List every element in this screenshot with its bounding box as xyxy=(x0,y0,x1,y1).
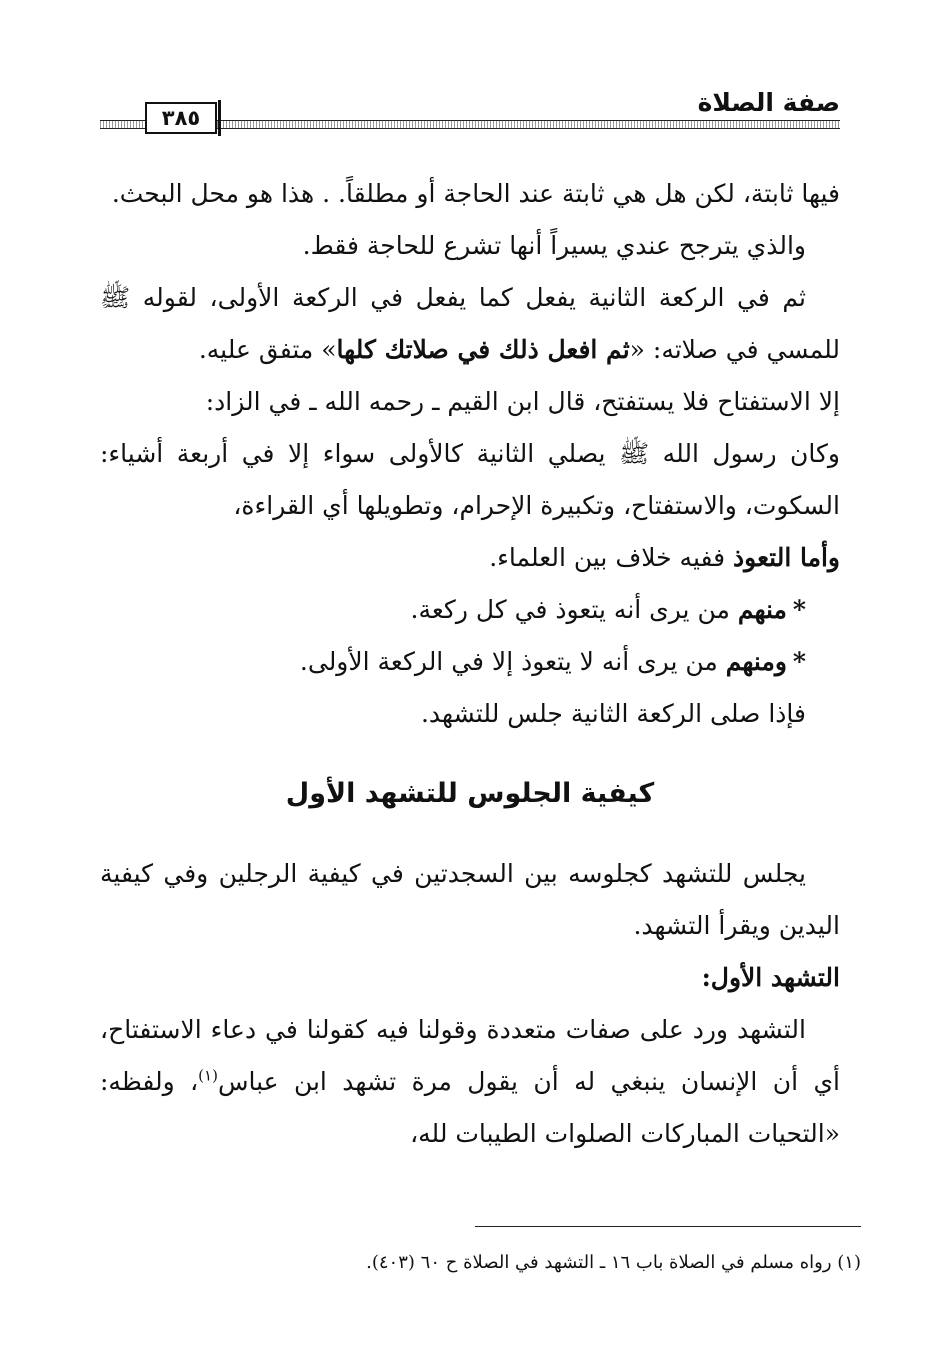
star-icon: * xyxy=(792,647,806,676)
bold-term: ومنهم xyxy=(725,647,787,676)
hadith-quote: ثم افعل ذلك في صلاتك كلها xyxy=(336,335,630,364)
paragraph-text: ففيه خلاف بين العلماء. xyxy=(489,543,734,572)
paragraph: فإذا صلى الركعة الثانية جلس للتشهد. xyxy=(420,699,806,728)
subheading: التشهد الأول: xyxy=(701,963,840,992)
page-header xyxy=(100,84,840,134)
paragraph-text: ، ولفظه: «التحيات المباركات الصلوات الطيبات لله، xyxy=(100,1067,840,1148)
footnote-rule xyxy=(475,1226,861,1227)
paragraph-text: » متفق عليه. xyxy=(198,335,337,364)
paragraph xyxy=(100,532,840,584)
star-icon: * xyxy=(792,595,806,624)
bold-term: منهم xyxy=(737,595,787,624)
paragraph-text: التشهد ورد على صفات متعددة وقولنا فيه كقولنا في دعاء الاستفتاح، أي أن الإنسان ينبغي له أن يقول مرة تشهد ابن عباس xyxy=(100,1015,840,1096)
footnote-marker[interactable]: (١) xyxy=(198,1066,218,1085)
page-number: ٣٨٥ xyxy=(145,102,217,134)
paragraph-hadith xyxy=(100,272,840,376)
book-title: صفة الصلاة xyxy=(692,88,840,118)
footnote: (١) رواه مسلم في الصلاة باب ١٦ ـ التشهد في الصلاة ح ٦٠ (٤٠٣). xyxy=(366,1252,861,1273)
paragraph-text: ثم في الركعة الثانية يفعل كما يفعل في الركعة الأولى، لقوله ﷺ للمسي في صلاته: « xyxy=(100,283,840,364)
bullet-item xyxy=(100,584,840,636)
section-heading: كيفية الجلوس للتشهد الأول xyxy=(285,778,655,809)
bullet-text: من يرى أنه يتعوذ في كل ركعة. xyxy=(410,595,738,624)
paragraph: وكان رسول الله ﷺ يصلي الثانية كالأولى سواء إلا في أربعة أشياء: السكوت، والاستفتاح، وتكبيرة الإحرام، وتطويلها أي القراءة، xyxy=(100,439,840,520)
bullet-item xyxy=(100,636,840,688)
bullet-text: من يرى أنه لا يتعوذ إلا في الركعة الأولى. xyxy=(299,647,726,676)
paragraph: يجلس للتشهد كجلوسه بين السجدتين في كيفية الرجلين وفي كيفية اليدين ويقرأ التشهد. xyxy=(100,859,840,940)
bold-term: وأما التعوذ xyxy=(733,543,840,572)
paragraph: فيها ثابتة، لكن هل هي ثابتة عند الحاجة أو مطلقاً. . هذا هو محل البحث. xyxy=(111,179,840,208)
paragraph xyxy=(100,1004,840,1160)
paragraph: إلا الاستفتاح فلا يستفتح، قال ابن القيم ـ رحمه الله ـ في الزاد: xyxy=(205,387,840,416)
main-text xyxy=(100,168,840,1160)
paragraph: والذي يترجح عندي يسيراً أنها تشرع للحاجة فقط. xyxy=(302,231,806,260)
